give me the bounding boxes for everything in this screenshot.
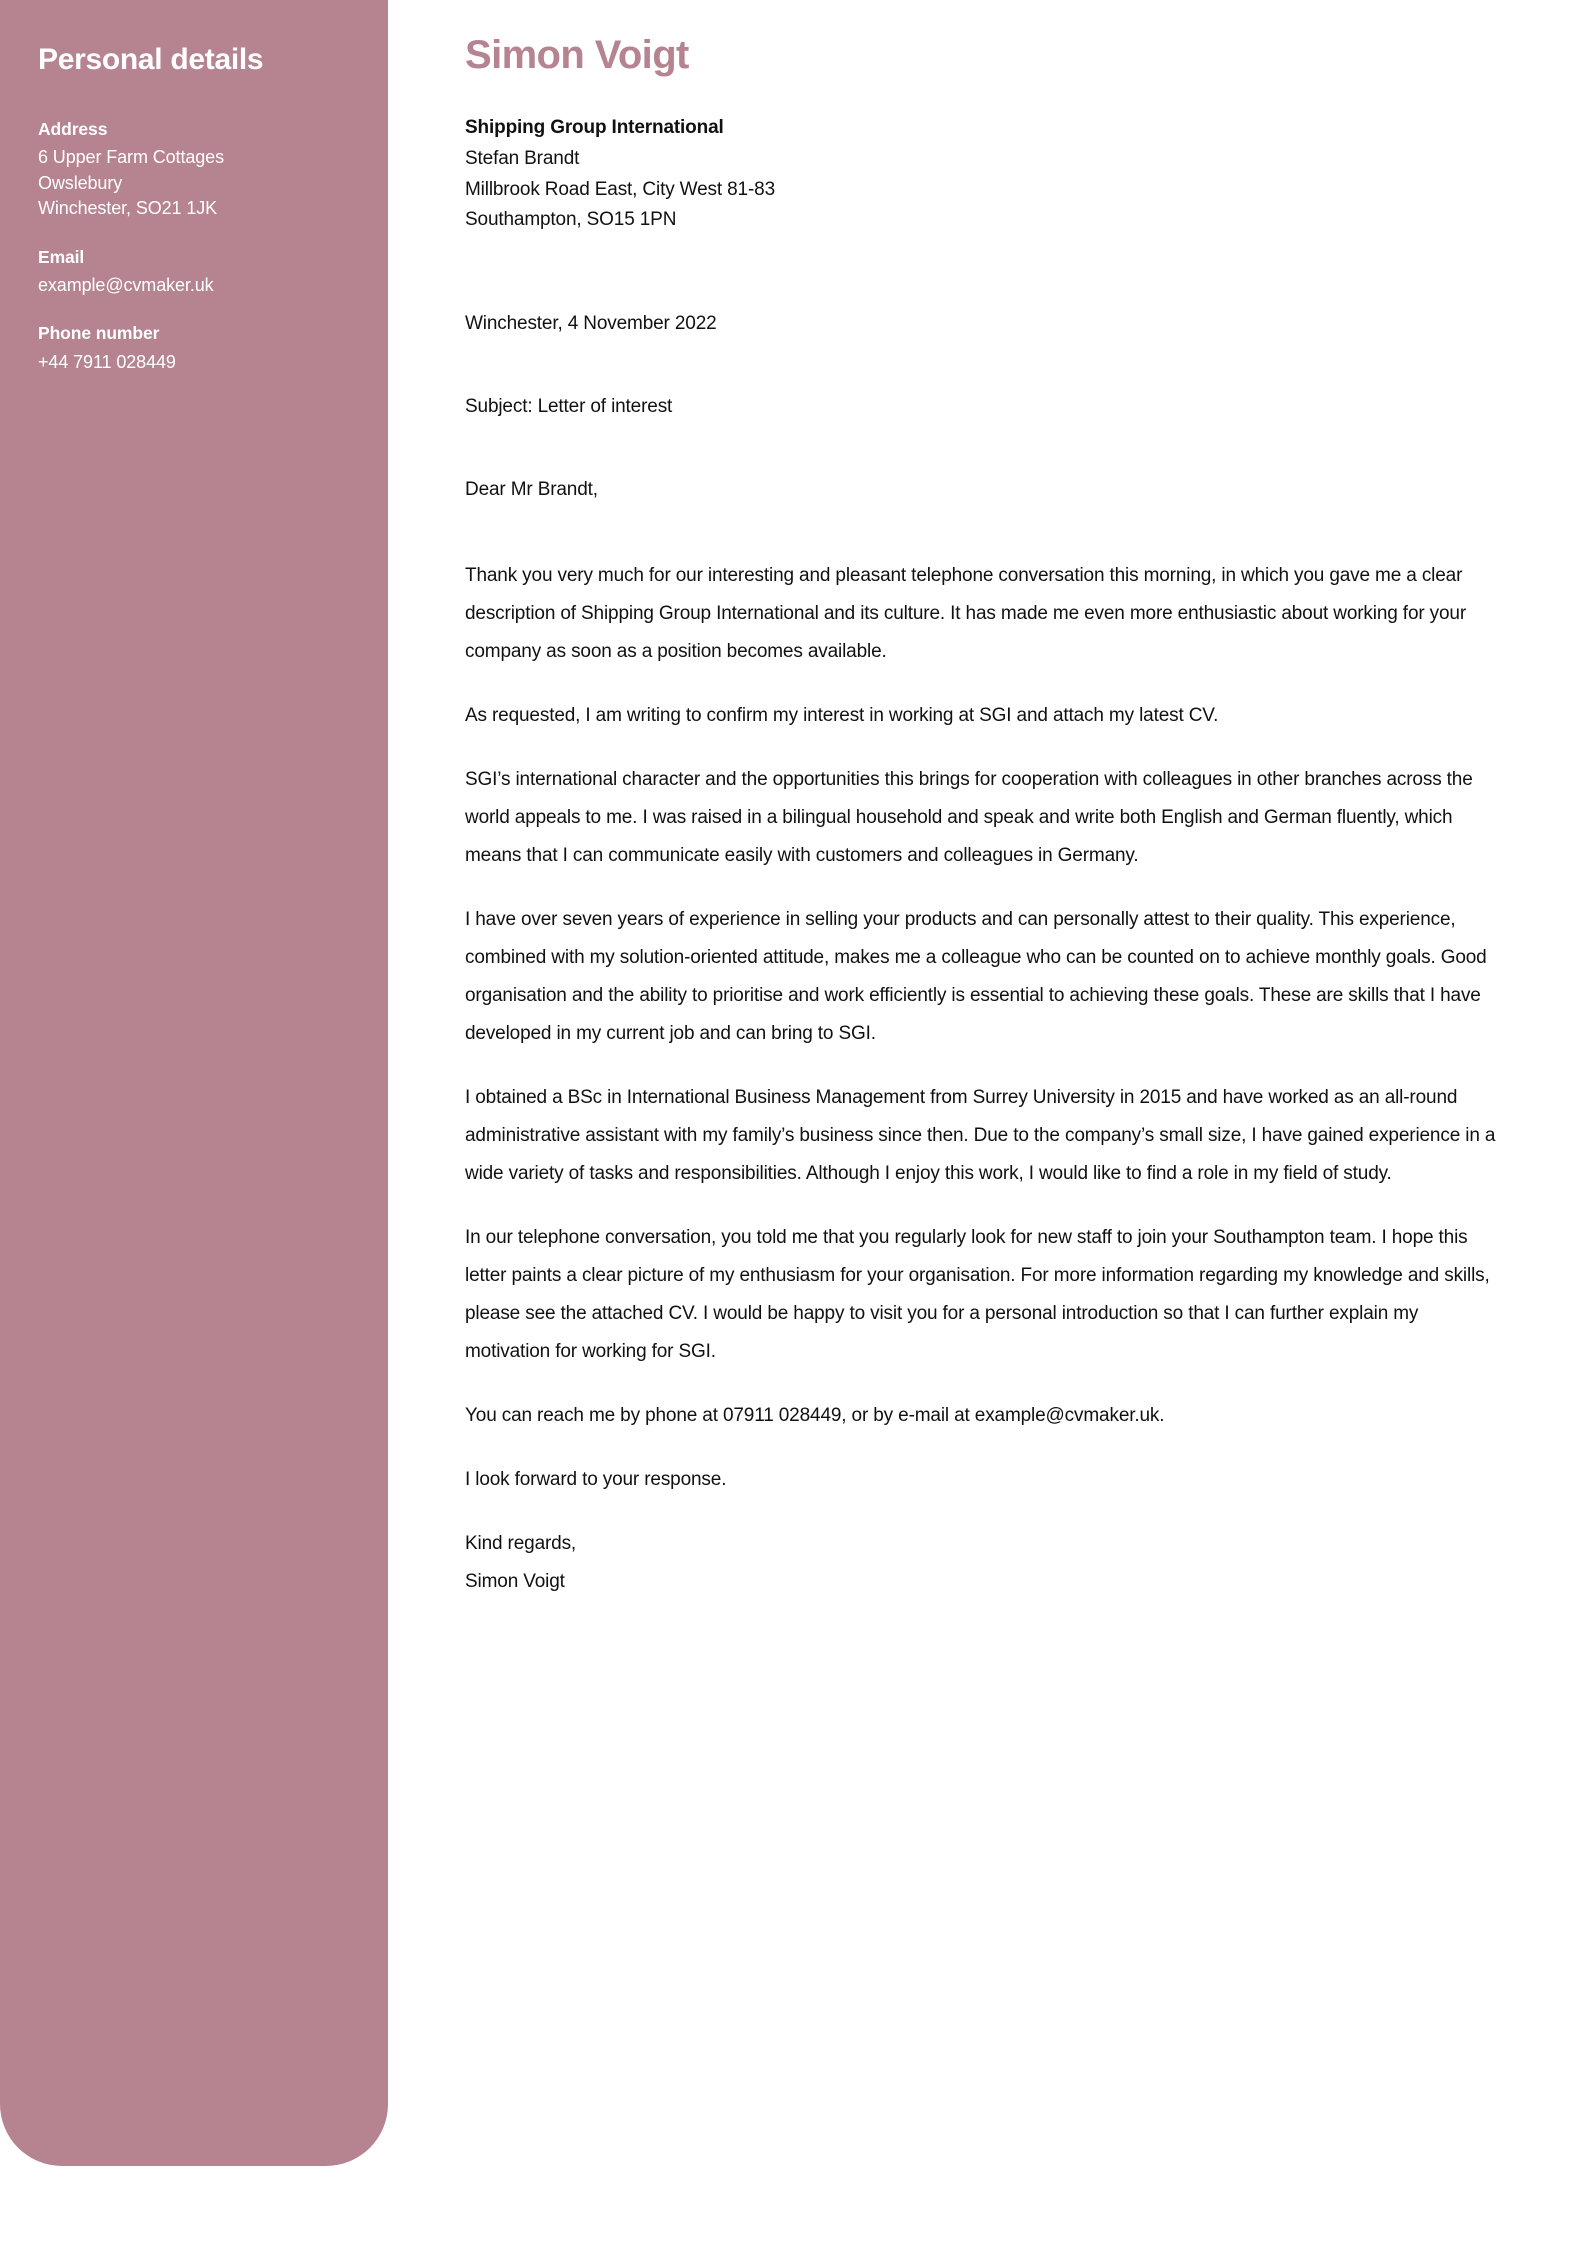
address-line-1: 6 Upper Farm Cottages	[38, 147, 224, 168]
recipient-company: Shipping Group International	[465, 117, 724, 138]
sidebar-group-email	[38, 244, 348, 299]
address-label: Address	[38, 119, 108, 139]
email-label: Email	[38, 246, 85, 267]
email-value[interactable]: example@cvmaker.uk	[38, 274, 214, 295]
letter-paragraph: SGI’s international character and the opportunities this brings for cooperation with colleagues in other branches across the world appeals to me. I was raised in a bilingual household and speak and write both English and German fluently, which means that I can communicate easily with customers and colleagues in Germany.	[465, 769, 1473, 867]
personal-details-sidebar	[0, 0, 388, 2166]
sidebar-group-phone	[38, 320, 348, 375]
recipient-address-block	[465, 113, 1505, 236]
phone-label: Phone number	[38, 323, 160, 344]
sidebar-group-address	[38, 116, 348, 222]
letter-paragraphs	[465, 557, 1505, 1371]
sign-off: Kind regards,	[465, 1533, 577, 1555]
letter-paragraph: I have over seven years of experience in selling your products and can personally attest to their quality. This experience, combined with my solution-oriented attitude, makes me a colleague who can be counted on to achieve monthly goals. Good organisation and the ability to prioritise and work efficiently is essential to achieving these goals. These are skills that I have developed in my current job and can bring to SGI.	[465, 909, 1487, 1045]
phone-value[interactable]: +44 7911 028449	[38, 351, 176, 372]
letter-paragraph: I obtained a BSc in International Business Management from Surrey University in 2015 and have worked as an all-round administrative assistant with my family’s business since then. Due to the company’s small size, I have gained experience in a wide variety of tasks and responsibilities. Although I enjoy this work, I would like to find a role in my field of study.	[465, 1087, 1496, 1185]
contact-details-line: You can reach me by phone at 07911 028449, or by e-mail at example@cvmaker.uk.	[465, 1405, 1165, 1427]
recipient-contact-person: Stefan Brandt	[465, 147, 580, 169]
letter-closing	[465, 1397, 1505, 1601]
recipient-street: Millbrook Road East, City West 81-83	[465, 178, 775, 200]
sidebar-title: Personal details	[38, 43, 264, 76]
letter-paragraph: Thank you very much for our interesting and pleasant telephone conversation this morning, in which you gave me a clear description of Shipping Group International and its culture. It has made me even more enthusiastic about working for your company as soon as a position becomes available.	[465, 565, 1467, 663]
salutation: Dear Mr Brandt,	[465, 478, 598, 500]
applicant-name-heading: Simon Voigt	[465, 33, 689, 77]
letter-paragraph: In our telephone conversation, you told me that you regularly look for new staff to join your Southampton team. I hope this letter paints a clear picture of my enthusiasm for your organisation. For more information regarding my knowledge and skills, please see the attached CV. I would be happy to visit you for a personal introduction so that I can further explain my motivation for working for SGI.	[465, 1227, 1490, 1363]
letter-paragraph: As requested, I am writing to confirm my interest in working at SGI and attach my latest CV.	[465, 705, 1219, 727]
recipient-city: Southampton, SO15 1PN	[465, 209, 677, 231]
signature-name: Simon Voigt	[465, 1571, 565, 1593]
address-line-2: Owslebury	[38, 172, 123, 193]
address-line-3: Winchester, SO21 1JK	[38, 198, 218, 219]
date-line: Winchester, 4 November 2022	[465, 313, 717, 335]
cover-letter-body	[465, 0, 1505, 1601]
look-forward-line: I look forward to your response.	[465, 1469, 727, 1491]
subject-line: Subject: Letter of interest	[465, 395, 673, 417]
